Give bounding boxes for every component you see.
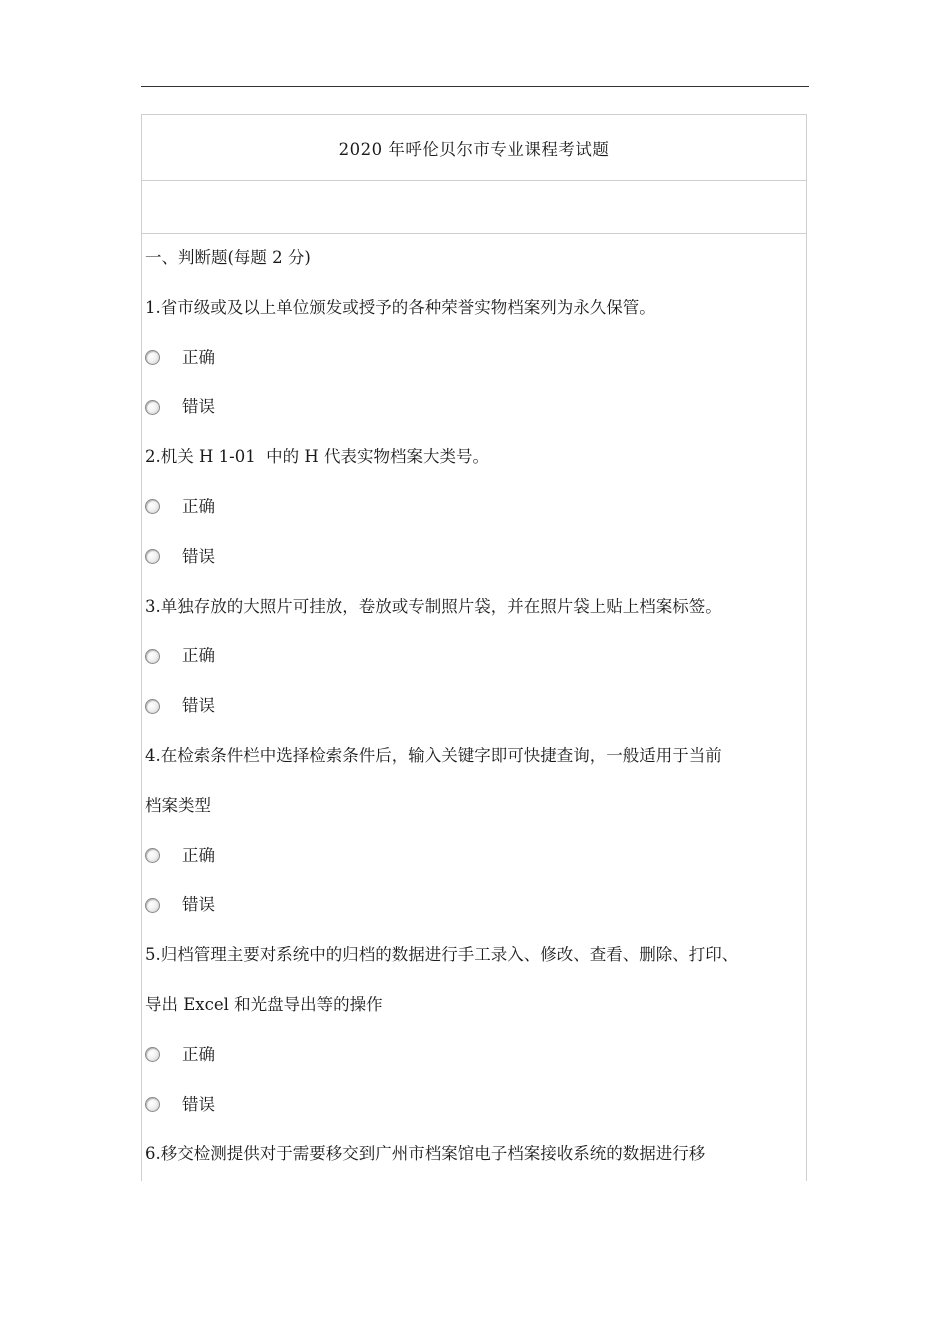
q3-option-false[interactable] — [145, 681, 809, 731]
radio-button-icon[interactable] — [145, 848, 160, 863]
q3-option-true[interactable] — [145, 631, 809, 681]
q5-option-true[interactable] — [145, 1030, 809, 1080]
question-content — [145, 233, 809, 1179]
q5-option-false[interactable] — [145, 1080, 809, 1130]
radio-button-icon[interactable] — [145, 898, 160, 913]
option-label: 正确 — [182, 646, 215, 666]
top-rule — [141, 86, 809, 87]
question-5-text-line-2: 导出 Excel 和光盘导出等的操作 — [145, 994, 383, 1014]
radio-button-icon[interactable] — [145, 499, 160, 514]
radio-button-icon[interactable] — [145, 400, 160, 415]
radio-button-icon[interactable] — [145, 549, 160, 564]
option-label: 错误 — [182, 546, 215, 566]
radio-button-icon[interactable] — [145, 1097, 160, 1112]
option-label: 正确 — [182, 845, 215, 865]
option-label: 错误 — [182, 696, 215, 716]
question-5-text-line-1: 5.归档管理主要对系统中的归档的数据进行手工录入、修改、查看、删除、打印、 — [145, 945, 739, 965]
radio-button-icon[interactable] — [145, 350, 160, 365]
q2-option-true[interactable] — [145, 482, 809, 532]
option-label: 正确 — [182, 1044, 215, 1064]
radio-button-icon[interactable] — [145, 649, 160, 664]
question-3-text: 3.单独存放的大照片可挂放，卷放或专制照片袋，并在照片袋上贴上档案标签。 — [145, 596, 722, 616]
question-4-text-line-2: 档案类型 — [145, 795, 211, 815]
blank-row — [142, 180, 806, 234]
section-heading: 一、判断题(每题 2 分) — [145, 248, 311, 267]
question-1-text: 1.省市级或及以上单位颁发或授予的各种荣誉实物档案列为永久保管。 — [145, 297, 656, 317]
q1-option-true[interactable] — [145, 333, 809, 383]
option-label: 错误 — [182, 1094, 215, 1114]
option-label: 正确 — [182, 496, 215, 516]
question-4-text-line-1: 4.在检索条件栏中选择检索条件后，输入关键字即可快捷查询，一般适用于当前 — [145, 745, 722, 765]
question-2-text: 2.机关 H 1-01 中的 H 代表实物档案大类号。 — [145, 447, 490, 467]
q4-option-false[interactable] — [145, 880, 809, 930]
q1-option-false[interactable] — [145, 382, 809, 432]
q4-option-true[interactable] — [145, 831, 809, 881]
option-label: 错误 — [182, 397, 215, 417]
radio-button-icon[interactable] — [145, 699, 160, 714]
option-label: 正确 — [182, 347, 215, 367]
exam-title: 2020 年呼伦贝尔市专业课程考试题 — [142, 115, 806, 181]
exam-frame — [141, 114, 807, 1181]
radio-button-icon[interactable] — [145, 1047, 160, 1062]
q2-option-false[interactable] — [145, 532, 809, 582]
option-label: 错误 — [182, 895, 215, 915]
question-6-text: 6.移交检测提供对于需要移交到广州市档案馆电子档案接收系统的数据进行移 — [145, 1144, 706, 1164]
